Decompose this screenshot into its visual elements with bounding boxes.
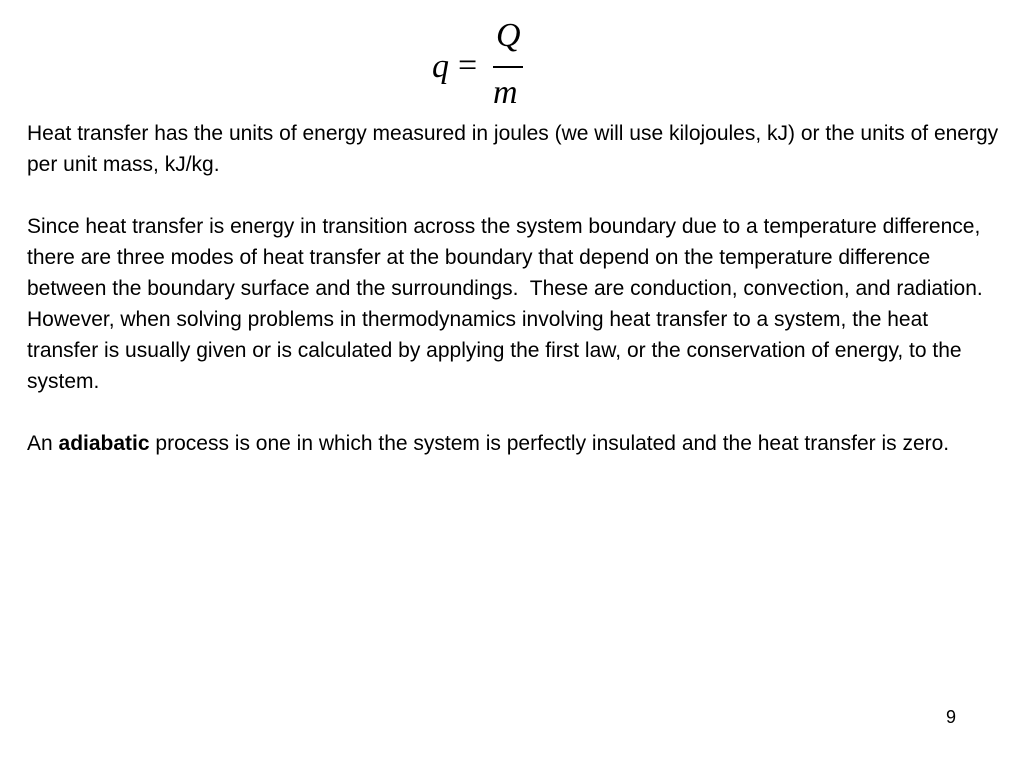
adiabatic-prefix: An (27, 432, 59, 455)
paragraph-modes: Since heat transfer is energy in transition across the system boundary due to a temperature difference, there are three modes of heat transfer at the boundary that depend on the temperature difference between the boundary surface and the surroundings. These are conduction, convection, and radiation. However, when solving problems in thermodynamics involving heat transfer to a system, the heat transfer is usually given or is calculated by applying the first law, or the conservation of energy, to the system. (27, 215, 995, 393)
formula-equals-sign: = (458, 47, 478, 84)
heat-transfer-formula (430, 18, 540, 110)
paragraph-adiabatic (27, 428, 1002, 459)
page-number: 9 (946, 707, 957, 727)
formula-numerator: Q (496, 17, 521, 54)
adiabatic-term: adiabatic (58, 432, 150, 455)
formula-denominator: m (493, 74, 518, 111)
slide-body (27, 118, 1002, 490)
adiabatic-suffix: process is one in which the system is perfectly insulated and the heat transfer is zero. (149, 432, 950, 455)
formula-lhs: q (432, 48, 449, 85)
fraction-bar (493, 66, 523, 68)
paragraph-units: Heat transfer has the units of energy measured in joules (we will use kilojoules, kJ) or the units of energy per unit mass, kJ/kg. (27, 122, 1004, 176)
